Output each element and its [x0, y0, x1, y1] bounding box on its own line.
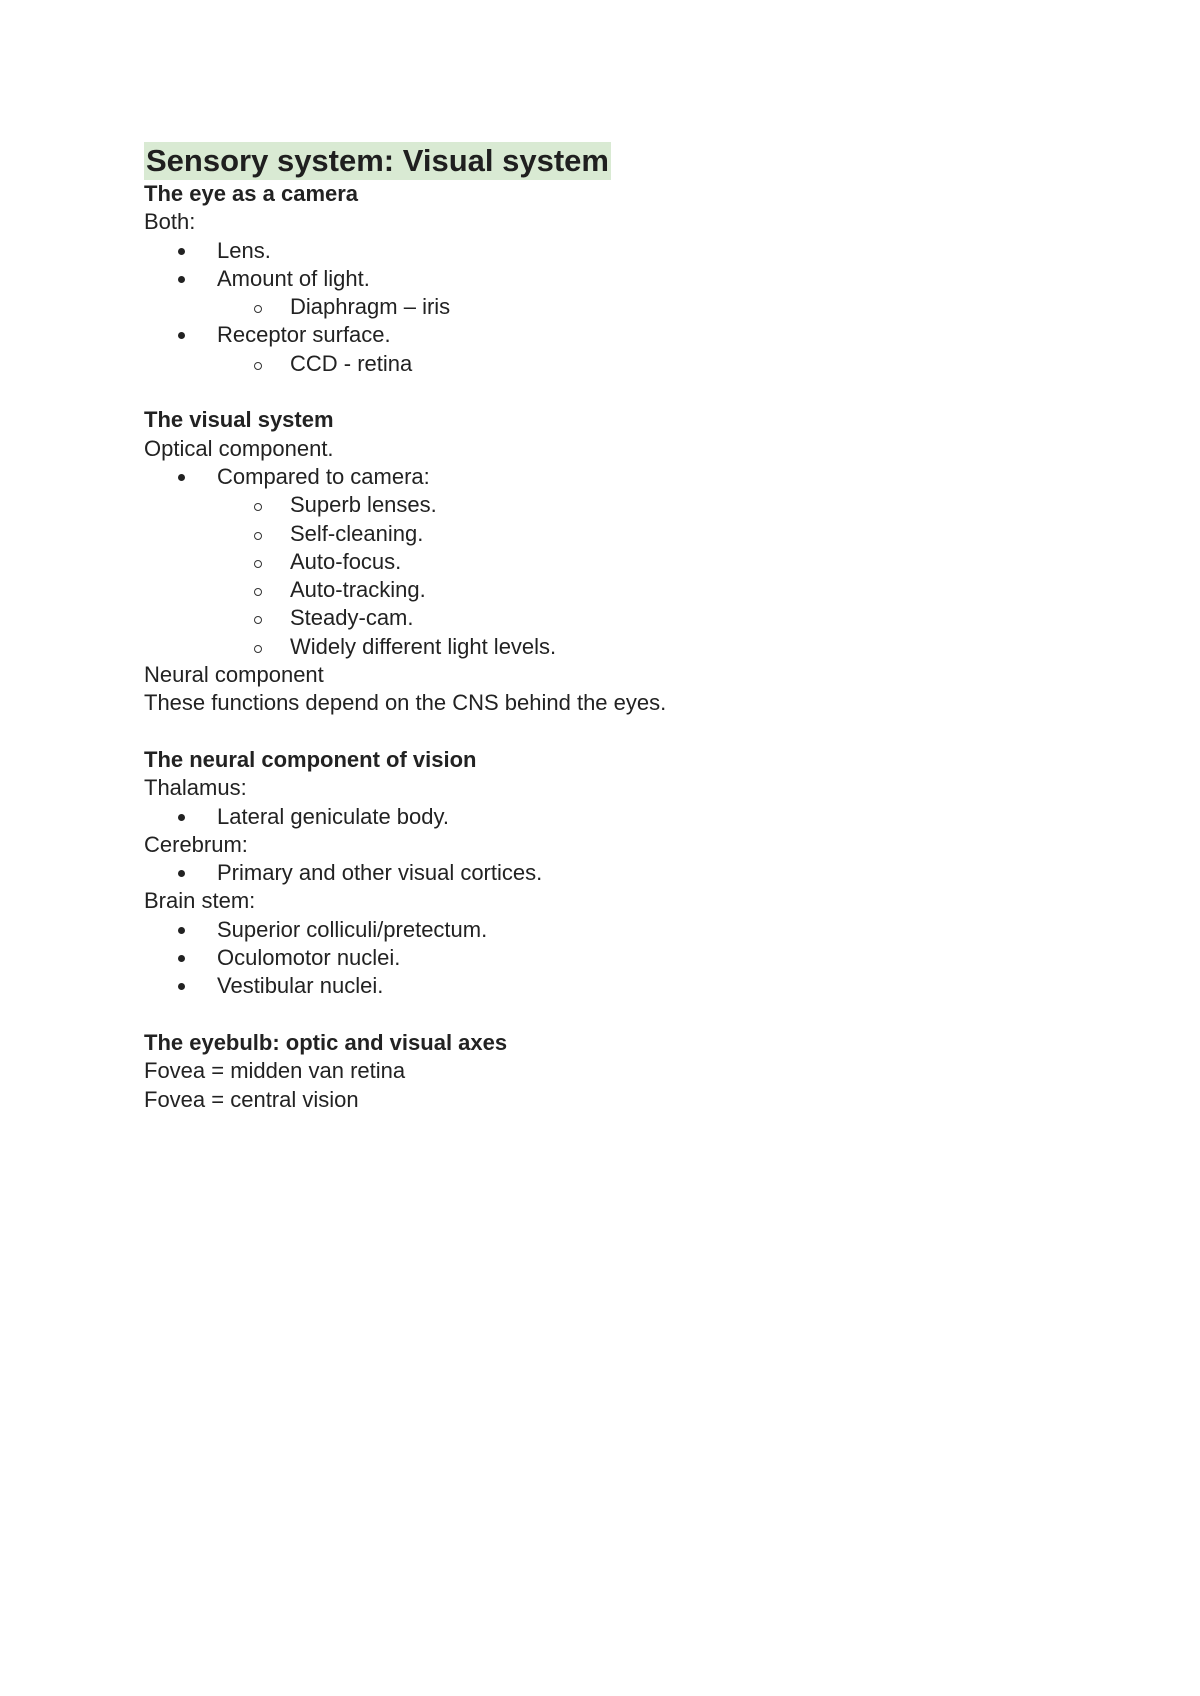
sub-list-item [144, 293, 1064, 321]
sub-list-item [144, 576, 1064, 604]
sub-list-item-text: Steady-cam. [290, 605, 414, 631]
sub-list-item-text: Widely different light levels. [290, 633, 557, 659]
list-item-text: Compared to camera: [217, 463, 430, 489]
brain-stem-label: Brain stem: [144, 888, 256, 914]
section-intro: Optical component. [144, 435, 334, 461]
list-item [144, 803, 1064, 831]
list-item [144, 237, 1064, 265]
cerebrum-label: Cerebrum: [144, 831, 248, 857]
list-item [144, 916, 1064, 944]
neural-component-label: Neural component [144, 662, 324, 688]
thalamus-label: Thalamus: [144, 775, 247, 801]
list-item-text: Superior colliculi/pretectum. [217, 916, 488, 942]
sub-list-item [144, 520, 1064, 548]
sub-list-item [144, 633, 1064, 661]
sub-list-item-text: Diaphragm – iris [290, 294, 451, 320]
sub-list-item-text: Auto-focus. [290, 548, 402, 574]
blank-line [144, 1001, 1064, 1029]
list-item-text: Lens. [217, 237, 271, 263]
section-heading-visual-system: The visual system [144, 407, 334, 433]
sub-list-item-text: Superb lenses. [290, 492, 437, 518]
section-intro: Both: [144, 209, 196, 235]
list-item [144, 265, 1064, 293]
list-item [144, 859, 1064, 887]
page-title: Sensory system: Visual system [146, 143, 609, 178]
blank-line [144, 718, 1064, 746]
sub-list-item [144, 548, 1064, 576]
list-item-text: Primary and other visual cortices. [217, 860, 543, 886]
sub-list-item [144, 350, 1064, 378]
sub-list-item [144, 604, 1064, 632]
list-item-text: Vestibular nuclei. [217, 973, 384, 999]
neural-component-text: These functions depend on the CNS behind the eyes. [144, 690, 667, 716]
list-item [144, 972, 1064, 1000]
title-row [144, 142, 1064, 180]
sub-list-item-text: Auto-tracking. [290, 577, 426, 603]
section-heading-neural-component: The neural component of vision [144, 746, 477, 772]
fovea-line: Fovea = central vision [144, 1086, 359, 1112]
sub-list-item [144, 491, 1064, 519]
section-heading-eyebulb: The eyebulb: optic and visual axes [144, 1029, 508, 1055]
document-page [144, 142, 1064, 1114]
list-item-text: Lateral geniculate body. [217, 803, 449, 829]
sub-list-item-text: CCD - retina [290, 350, 413, 376]
fovea-line: Fovea = midden van retina [144, 1058, 406, 1084]
list-item [144, 463, 1064, 491]
list-item-text: Amount of light. [217, 265, 370, 291]
list-item-text: Oculomotor nuclei. [217, 945, 401, 971]
list-item-text: Receptor surface. [217, 322, 391, 348]
list-item [144, 321, 1064, 349]
sub-list-item-text: Self-cleaning. [290, 520, 424, 546]
blank-line [144, 378, 1064, 406]
section-heading-eye-camera: The eye as a camera [144, 181, 359, 206]
list-item [144, 944, 1064, 972]
